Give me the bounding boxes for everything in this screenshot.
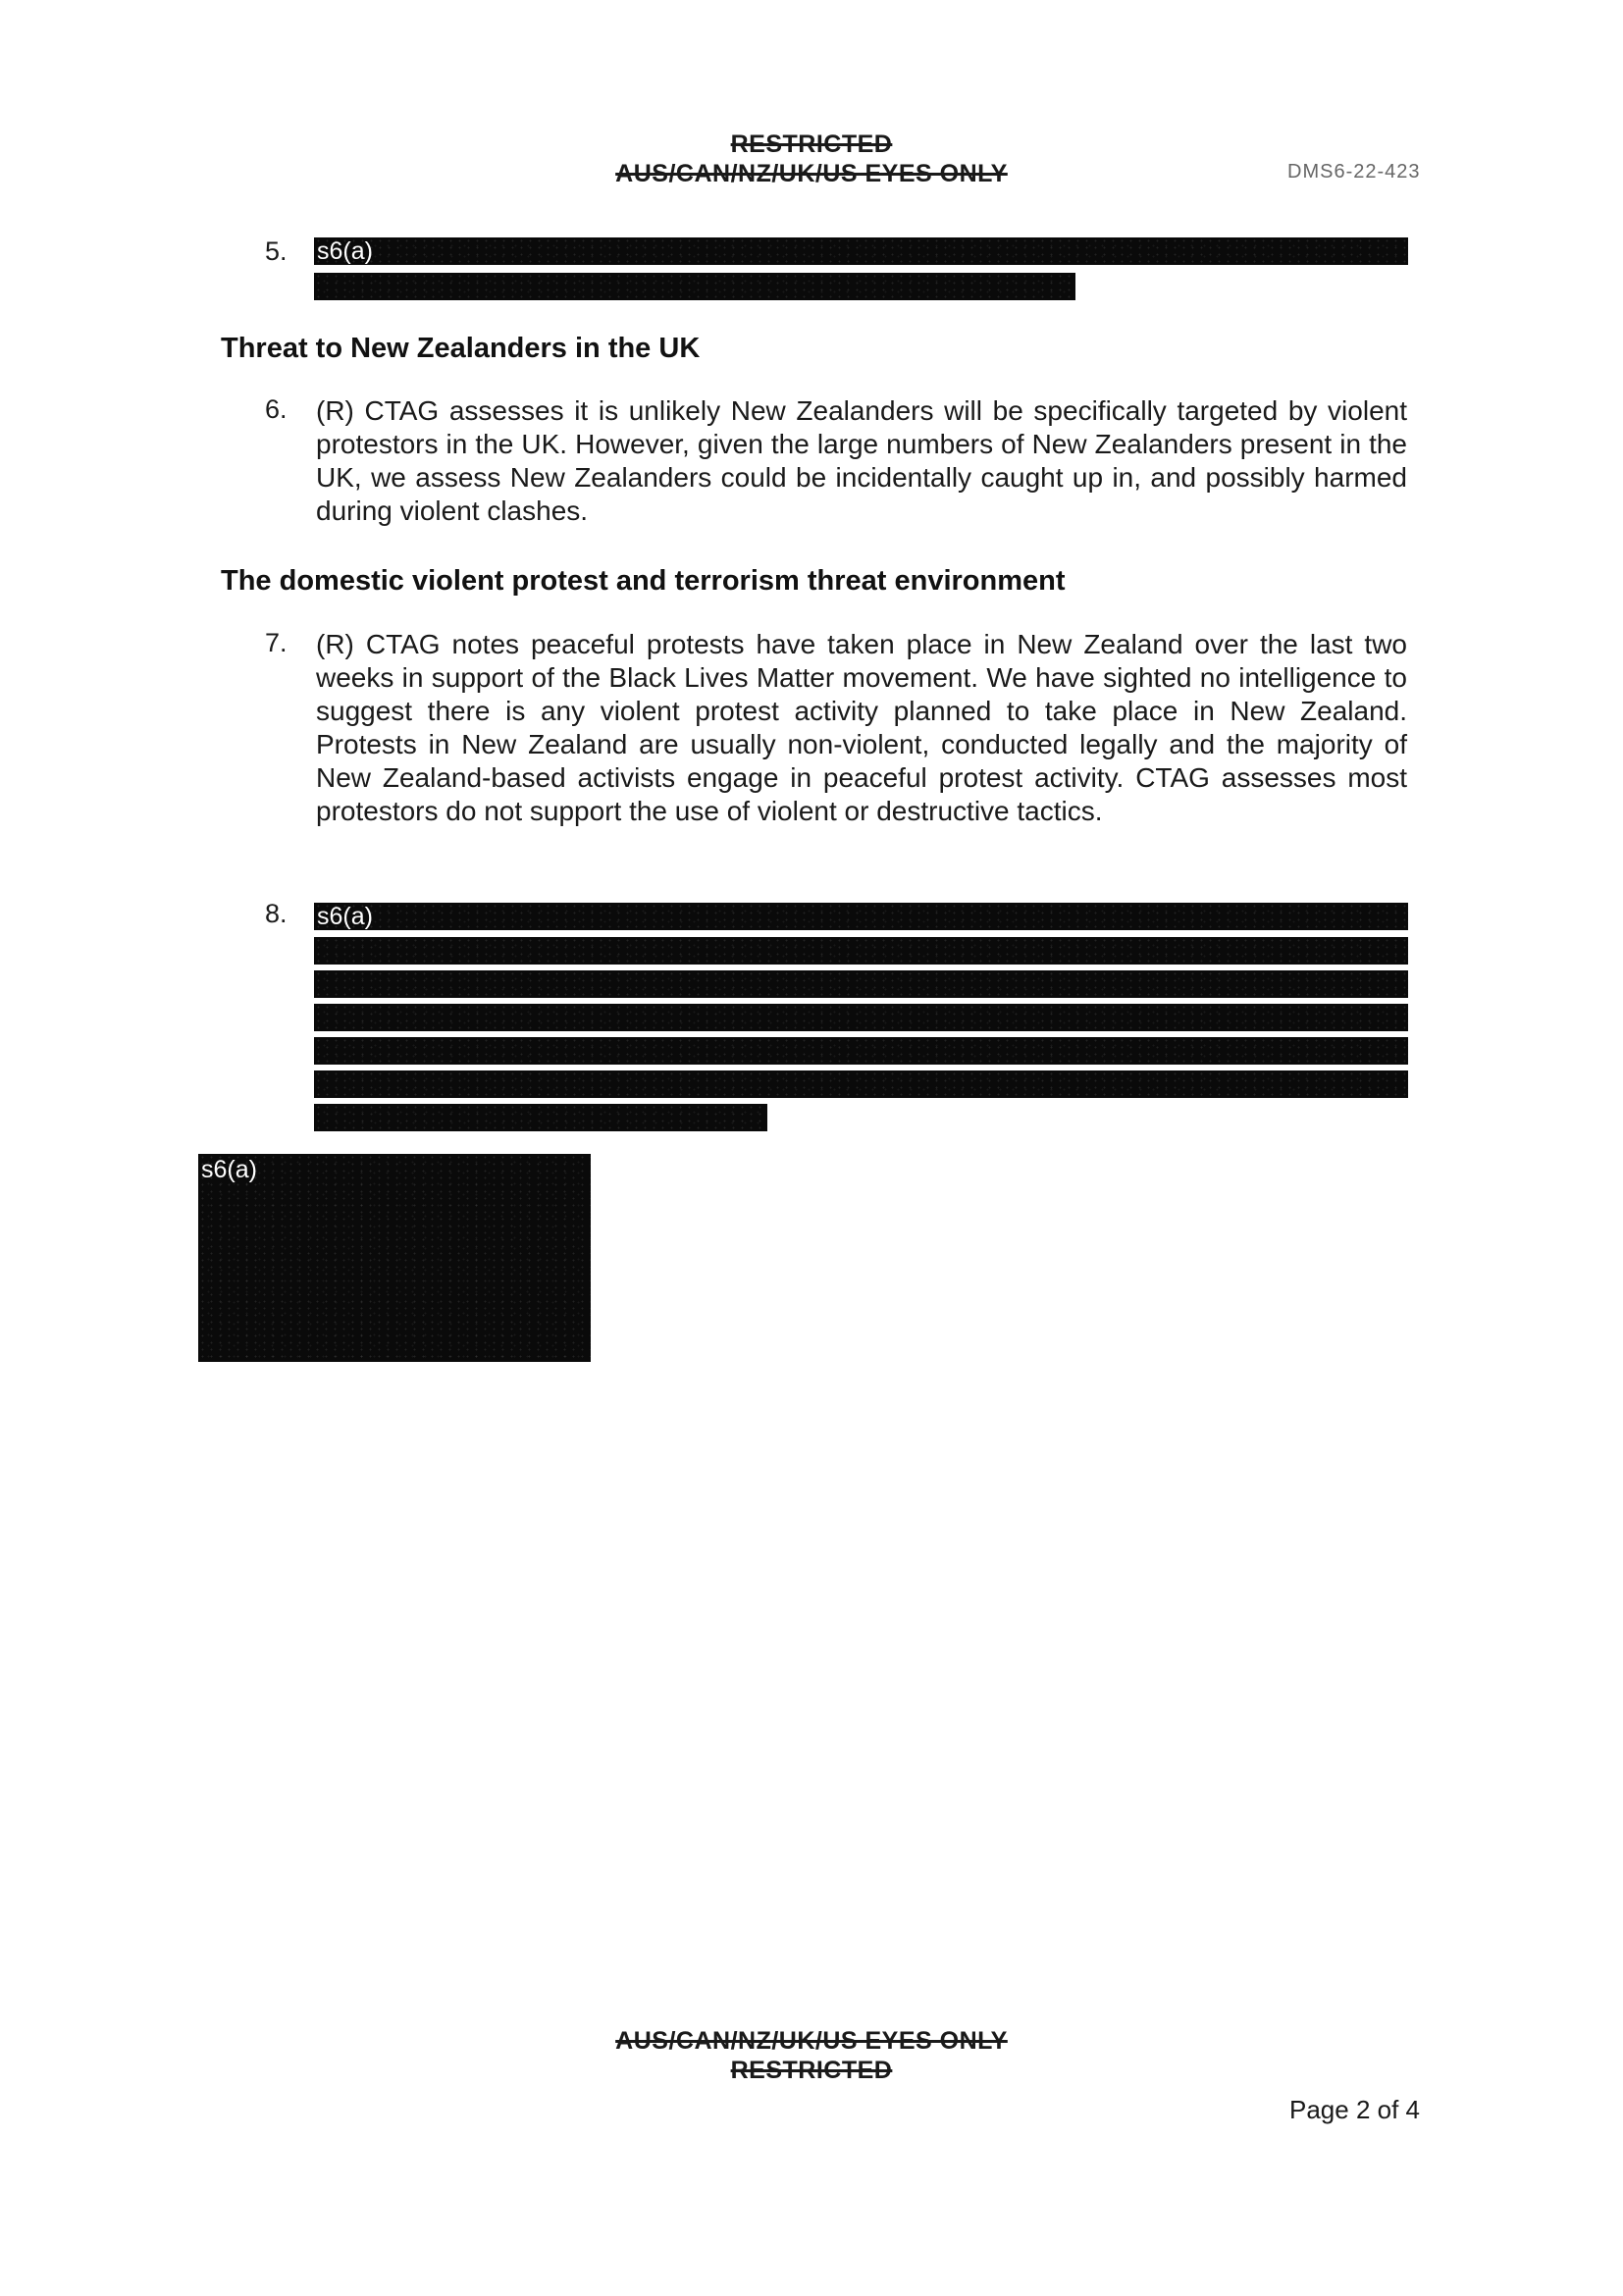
item-8-number: 8.	[265, 899, 288, 928]
item-7-number: 7.	[265, 628, 288, 657]
item-8-redaction-line-5	[314, 1037, 1408, 1065]
item-7-paragraph: (R) CTAG notes peaceful protests have taken place in New Zealand over the last two weeks in support of the Black Lives Matter movement. We have sighted no intelligence to suggest there is any violent protest activity planned to take place in New Zealand. Protests in New Zealand are usually non-violent, conducted legally and the majority of New Zealand-based activists engage in peaceful protest activity. CTAG assesses most protestors do not support the use of violent or destructive tactics.	[316, 629, 1407, 826]
header-classification: RESTRICTED	[730, 130, 893, 158]
section-heading-threat-uk: Threat to New Zealanders in the UK	[221, 333, 701, 364]
header-caveat: AUS/CAN/NZ/UK/US EYES ONLY	[615, 160, 1008, 187]
item-8-redaction-line-7	[314, 1104, 767, 1131]
item-8-redaction-line-1	[314, 903, 1408, 930]
redaction-label: s6(a)	[317, 237, 373, 265]
item-6-number: 6.	[265, 394, 288, 424]
item-8-redaction-line-3	[314, 970, 1408, 998]
document-reference: DMS6-22-423	[1287, 161, 1421, 183]
page-number: Page 2 of 4	[1289, 2095, 1420, 2124]
item-8-redaction-line-2	[314, 937, 1408, 965]
item-8-redaction-line-6	[314, 1070, 1408, 1098]
section-heading-domestic-threat: The domestic violent protest and terrorism threat environment	[221, 565, 1066, 597]
footer-classification: RESTRICTED	[730, 2057, 893, 2084]
item-5-redaction-line-1	[314, 237, 1408, 265]
item-6-paragraph: (R) CTAG assesses it is unlikely New Zealanders will be specifically targeted by violent protestors in the UK. However, given the large numbers of New Zealanders present in the UK, we assess New Zealanders could be incidentally caught up in, and possibly harmed during violent clashes.	[316, 395, 1407, 526]
redaction-label: s6(a)	[317, 903, 373, 930]
item-5-number: 5.	[265, 236, 288, 266]
item-8-redaction-line-4	[314, 1004, 1408, 1031]
block-redaction	[198, 1154, 591, 1362]
redaction-label: s6(a)	[201, 1156, 257, 1183]
item-5-redaction-line-2	[314, 273, 1075, 300]
footer-caveat: AUS/CAN/NZ/UK/US EYES ONLY	[615, 2027, 1008, 2055]
